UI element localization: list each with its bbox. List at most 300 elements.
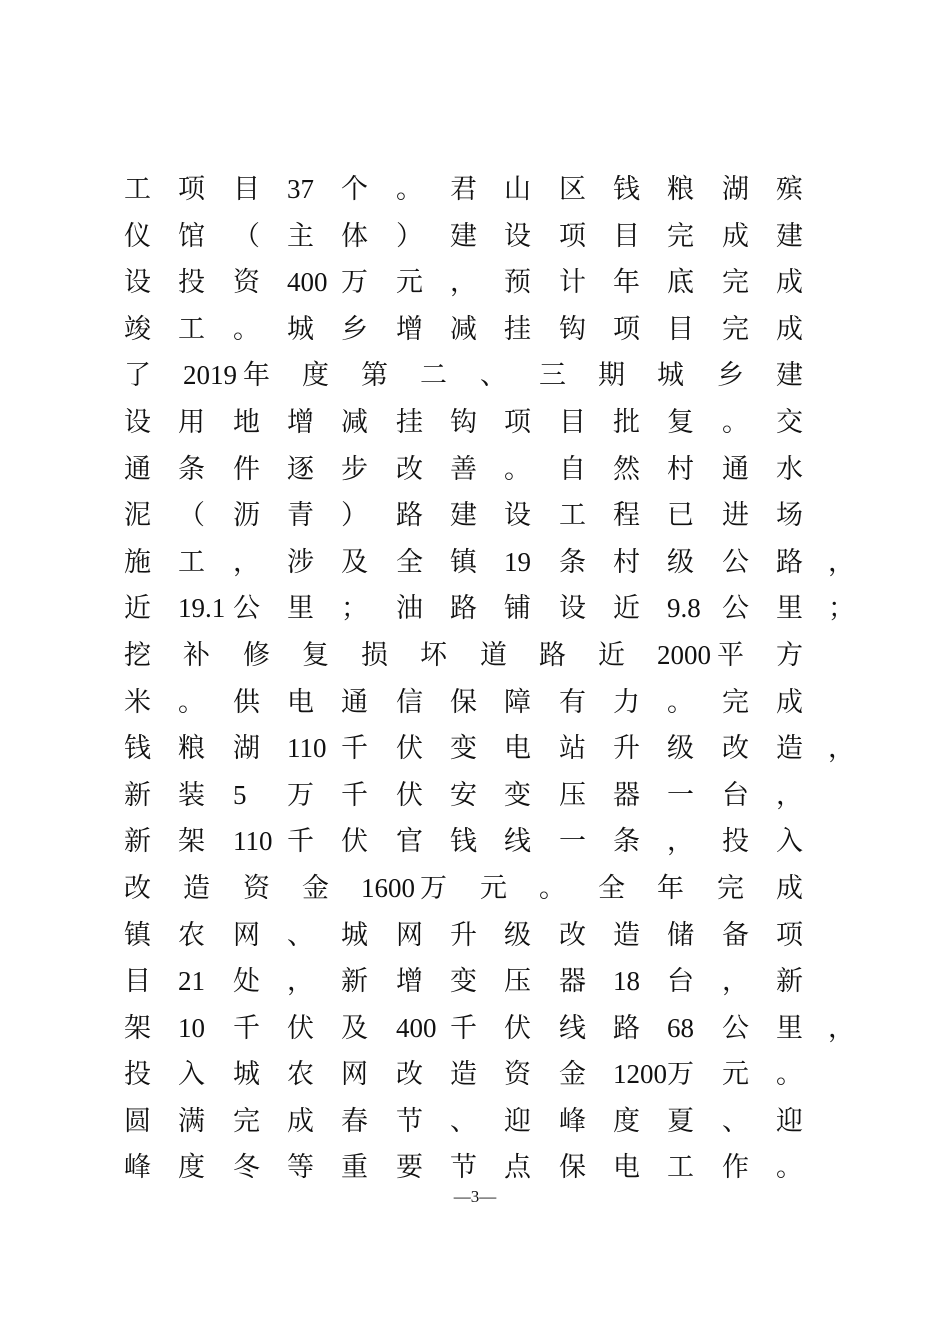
text-token: 新: [776, 966, 803, 997]
text-token: 城: [657, 360, 684, 391]
text-token: 里: [287, 593, 314, 624]
text-token: 网: [233, 919, 260, 950]
text-token: 乡: [717, 360, 744, 391]
text-token: 通: [722, 453, 749, 484]
text-token: 项: [776, 919, 803, 950]
text-token: 设: [124, 267, 151, 298]
text-token: 善: [450, 453, 477, 484]
text-token: 目: [233, 174, 260, 204]
text-token: 万: [667, 1059, 694, 1090]
text-line: [124, 865, 844, 912]
text-token: 了: [124, 360, 151, 391]
text-token: ，: [450, 267, 477, 298]
text-token: 度: [302, 360, 329, 391]
text-token: 春: [341, 1105, 368, 1136]
text-token: 重: [341, 1152, 368, 1183]
text-token: 公: [722, 1012, 749, 1043]
text-token: 通: [341, 686, 368, 717]
text-token: 节: [396, 1105, 423, 1136]
text-token: 新: [124, 826, 151, 857]
text-token: 设: [504, 500, 531, 531]
text-token: 19: [504, 546, 531, 577]
text-token: 台: [722, 779, 749, 810]
text-token: 补: [183, 639, 210, 670]
text-token: ，: [776, 779, 803, 810]
text-token: 改: [722, 733, 749, 764]
text-token: 工: [559, 500, 586, 531]
text-token: 第: [361, 360, 388, 391]
text-line: [124, 1051, 844, 1098]
text-line: [124, 492, 844, 539]
text-token: 挂: [504, 313, 531, 344]
text-line: [124, 679, 844, 726]
text-token: 全: [396, 546, 423, 577]
text-token: 底: [667, 267, 694, 298]
text-token: ）: [341, 500, 368, 531]
text-token: 18: [613, 966, 640, 997]
text-token: 网: [396, 919, 423, 950]
text-token: 道: [480, 639, 507, 670]
text-line: [124, 352, 844, 399]
text-token: （: [233, 220, 260, 251]
text-token: 升: [450, 919, 477, 950]
text-token: 项: [504, 406, 531, 437]
text-token: 工: [124, 174, 151, 204]
text-token: 变: [450, 733, 477, 764]
text-token: 成: [287, 1105, 314, 1136]
text-token: 路: [539, 639, 566, 670]
text-token: 保: [559, 1152, 586, 1183]
text-token: 青: [287, 500, 314, 531]
text-token: 伏: [396, 733, 423, 764]
text-token: 新: [341, 966, 368, 997]
text-token: 千: [341, 779, 368, 810]
text-token: 项: [613, 313, 640, 344]
text-token: 。: [776, 1059, 803, 1090]
text-token: 镇: [450, 546, 477, 577]
text-token: 千: [450, 1012, 477, 1043]
text-token: 条: [613, 826, 640, 857]
text-token: 山: [504, 174, 531, 204]
text-token: 一: [667, 779, 694, 810]
text-token: 供: [233, 686, 260, 717]
text-token: 油: [396, 593, 423, 624]
text-token: 投: [124, 1059, 151, 1090]
text-token: 储: [667, 919, 694, 950]
text-token: 近: [613, 593, 640, 624]
text-token: 站: [559, 733, 586, 764]
text-token: 增: [287, 406, 314, 437]
text-token: 设: [504, 220, 531, 251]
text-token: 。: [722, 406, 749, 437]
text-token: 。: [539, 872, 566, 903]
text-token: 殡: [776, 174, 803, 204]
text-token: 减: [341, 406, 368, 437]
text-line: [124, 585, 855, 632]
text-token: 地: [233, 406, 260, 437]
text-token: 通: [124, 453, 151, 484]
text-token: 施: [124, 546, 151, 577]
text-token: 涉: [287, 546, 314, 577]
text-token: 里: [776, 593, 803, 624]
text-token: 千: [287, 826, 314, 857]
text-token: 已: [667, 500, 694, 531]
text-token: 完: [233, 1105, 260, 1136]
body-text: [124, 166, 855, 1191]
text-token: 架: [124, 1012, 151, 1043]
text-token: 伏: [504, 1012, 531, 1043]
text-token: 水: [776, 453, 803, 484]
text-token: 变: [450, 966, 477, 997]
text-token: 线: [559, 1012, 586, 1043]
text-token: 台: [667, 966, 694, 997]
text-token: 挖: [124, 639, 151, 670]
text-line: [124, 725, 855, 772]
text-token: 条: [178, 453, 205, 484]
text-token: 安: [450, 779, 477, 810]
text-token: 万: [420, 872, 447, 903]
text-token: 完: [722, 313, 749, 344]
text-token: 损: [361, 639, 388, 670]
text-token: ，: [828, 1012, 855, 1043]
text-token: 资: [504, 1059, 531, 1090]
text-token: 减: [450, 313, 477, 344]
text-token: 建: [776, 360, 803, 391]
text-token: 自: [559, 453, 586, 484]
text-token: 1600: [361, 872, 415, 903]
text-token: 然: [613, 453, 640, 484]
text-token: 路: [396, 500, 423, 531]
text-token: 建: [450, 220, 477, 251]
text-token: 公: [722, 593, 749, 624]
text-token: 信: [396, 686, 423, 717]
text-token: 入: [178, 1059, 205, 1090]
text-token: 馆: [178, 220, 205, 251]
text-token: 方: [776, 639, 803, 670]
text-token: 1200: [613, 1059, 667, 1090]
text-token: 进: [722, 500, 749, 531]
text-token: 迎: [504, 1105, 531, 1136]
text-line: [124, 1005, 855, 1052]
text-token: 5: [233, 779, 247, 810]
text-line: [124, 1098, 844, 1145]
text-token: 米: [124, 686, 151, 717]
text-token: 项: [559, 220, 586, 251]
text-token: 改: [124, 872, 151, 903]
text-token: 器: [613, 779, 640, 810]
text-token: 满: [178, 1105, 205, 1136]
text-token: 入: [776, 826, 803, 857]
text-token: 障: [504, 686, 531, 717]
text-token: 。: [396, 174, 423, 204]
text-token: ；: [828, 593, 855, 624]
text-token: 线: [504, 826, 531, 857]
text-token: 场: [776, 500, 803, 531]
text-token: 村: [667, 453, 694, 484]
text-token: 68: [667, 1012, 694, 1043]
text-token: 电: [613, 1152, 640, 1183]
text-token: 改: [559, 919, 586, 950]
text-token: 路: [776, 546, 803, 577]
text-token: 预: [504, 267, 531, 298]
text-token: 里: [776, 1012, 803, 1043]
text-token: 变: [504, 779, 531, 810]
text-token: 完: [667, 220, 694, 251]
text-token: 挂: [396, 406, 423, 437]
text-token: 400: [287, 267, 328, 298]
text-token: 复: [667, 406, 694, 437]
text-token: 万: [341, 267, 368, 298]
text-token: 架: [178, 826, 205, 857]
text-token: 作: [722, 1152, 749, 1183]
text-token: 21: [178, 966, 205, 997]
text-token: 资: [233, 267, 260, 298]
text-token: 有: [559, 686, 586, 717]
text-token: ，: [828, 546, 855, 577]
text-token: 压: [559, 779, 586, 810]
text-token: 仪: [124, 220, 151, 251]
text-token: 点: [504, 1152, 531, 1183]
text-line: [124, 166, 844, 213]
text-token: 工: [178, 546, 205, 577]
text-token: 级: [667, 733, 694, 764]
text-token: 成: [776, 313, 803, 344]
text-token: 备: [722, 919, 749, 950]
text-token: 造: [450, 1059, 477, 1090]
text-token: 钩: [450, 406, 477, 437]
text-token: 条: [559, 546, 586, 577]
text-token: 投: [722, 826, 749, 857]
text-token: ）: [396, 220, 423, 251]
text-token: 平: [717, 639, 744, 670]
text-token: 等: [287, 1152, 314, 1183]
text-token: 峰: [559, 1105, 586, 1136]
text-token: 造: [613, 919, 640, 950]
text-token: 步: [341, 453, 368, 484]
text-line: [124, 958, 844, 1005]
text-token: 力: [613, 686, 640, 717]
text-token: 、: [722, 1105, 749, 1136]
text-token: 投: [178, 267, 205, 298]
text-token: 君: [450, 174, 477, 204]
text-token: 农: [287, 1059, 314, 1090]
text-token: 农: [178, 919, 205, 950]
text-token: 及: [341, 546, 368, 577]
text-token: 城: [287, 313, 314, 344]
text-token: 个: [341, 174, 368, 204]
text-token: 程: [613, 500, 640, 531]
text-token: 项: [178, 174, 205, 204]
text-token: 主: [287, 220, 314, 251]
text-token: 成: [776, 267, 803, 298]
text-token: 公: [722, 546, 749, 577]
text-token: 粮: [178, 733, 205, 764]
text-token: 交: [776, 406, 803, 437]
text-token: ，: [287, 966, 314, 997]
text-token: 年: [657, 872, 684, 903]
text-token: 。: [776, 1152, 803, 1183]
text-token: 、: [450, 1105, 477, 1136]
text-token: 伏: [396, 779, 423, 810]
text-token: 三: [539, 360, 566, 391]
text-token: 湖: [233, 733, 260, 764]
text-token: 电: [287, 686, 314, 717]
text-token: 年: [613, 267, 640, 298]
text-token: 级: [504, 919, 531, 950]
text-line: [124, 213, 844, 260]
text-token: 金: [302, 872, 329, 903]
text-token: ，: [667, 826, 694, 857]
text-token: 峰: [124, 1152, 151, 1183]
text-token: 度: [178, 1152, 205, 1183]
text-token: 目: [559, 406, 586, 437]
text-token: 钱: [124, 733, 151, 764]
text-token: 压: [504, 966, 531, 997]
text-line: [124, 1144, 844, 1191]
text-token: 迎: [776, 1105, 803, 1136]
text-token: 增: [396, 966, 423, 997]
text-token: 改: [396, 453, 423, 484]
text-token: 400: [396, 1012, 437, 1043]
text-token: 及: [341, 1012, 368, 1043]
text-token: 设: [559, 593, 586, 624]
text-token: 完: [722, 686, 749, 717]
text-token: ，: [233, 546, 260, 577]
text-token: 2019: [183, 360, 237, 391]
text-token: ；: [341, 593, 368, 624]
text-token: 电: [504, 733, 531, 764]
text-token: 镇: [124, 919, 151, 950]
text-token: 金: [559, 1059, 586, 1090]
text-token: 官: [396, 826, 423, 857]
text-line: [124, 539, 855, 586]
text-token: 目: [124, 966, 151, 997]
text-token: （: [178, 500, 205, 531]
text-token: 造: [183, 872, 210, 903]
text-token: 千: [341, 733, 368, 764]
text-token: 目: [667, 313, 694, 344]
text-token: 批: [613, 406, 640, 437]
page-number: —3—: [453, 1187, 497, 1206]
text-token: 工: [667, 1152, 694, 1183]
text-token: 钩: [559, 313, 586, 344]
text-token: 全: [598, 872, 625, 903]
text-token: 计: [559, 267, 586, 298]
text-token: 路: [450, 593, 477, 624]
text-token: 坏: [420, 639, 447, 670]
text-line: [124, 399, 844, 446]
text-token: 逐: [287, 453, 314, 484]
text-token: 乡: [341, 313, 368, 344]
text-token: ，: [722, 966, 749, 997]
text-token: 千: [233, 1012, 260, 1043]
text-token: 度: [613, 1105, 640, 1136]
text-token: 器: [559, 966, 586, 997]
text-token: 改: [396, 1059, 423, 1090]
text-line: [124, 446, 844, 493]
text-token: 设: [124, 406, 151, 437]
text-token: 近: [124, 593, 151, 624]
text-token: 近: [598, 639, 625, 670]
text-line: [124, 912, 844, 959]
text-token: 110: [287, 733, 327, 764]
text-token: 37: [287, 174, 314, 204]
text-token: 期: [598, 360, 625, 391]
text-token: 复: [302, 639, 329, 670]
text-token: 造: [776, 733, 803, 764]
text-token: 公: [233, 593, 260, 624]
text-token: 湖: [722, 174, 749, 204]
text-token: 。: [504, 453, 531, 484]
text-token: 、: [287, 919, 314, 950]
text-token: 处: [233, 966, 260, 997]
text-token: 年: [243, 360, 270, 391]
text-line: [124, 306, 844, 353]
text-token: 圆: [124, 1105, 151, 1136]
text-token: 工: [178, 313, 205, 344]
text-token: 9.8: [667, 593, 701, 624]
text-token: 村: [613, 546, 640, 577]
text-token: 成: [776, 686, 803, 717]
text-token: 夏: [667, 1105, 694, 1136]
text-token: 110: [233, 826, 273, 857]
text-token: 装: [178, 779, 205, 810]
text-token: 城: [233, 1059, 260, 1090]
text-token: 10: [178, 1012, 205, 1043]
text-token: 2000: [657, 639, 711, 670]
text-token: 建: [776, 220, 803, 251]
text-token: 级: [667, 546, 694, 577]
text-token: 新: [124, 779, 151, 810]
text-line: [124, 632, 844, 679]
text-token: 成: [722, 220, 749, 251]
text-token: 要: [396, 1152, 423, 1183]
text-token: 元: [722, 1059, 749, 1090]
text-token: 城: [341, 919, 368, 950]
text-token: 完: [717, 872, 744, 903]
text-token: 修: [243, 639, 270, 670]
text-token: 。: [667, 686, 694, 717]
text-token: 伏: [341, 826, 368, 857]
text-token: 元: [396, 267, 423, 298]
text-token: 沥: [233, 500, 260, 531]
text-token: 泥: [124, 500, 151, 531]
text-token: 铺: [504, 593, 531, 624]
text-token: 资: [243, 872, 270, 903]
text-token: 体: [341, 220, 368, 251]
text-token: 路: [613, 1012, 640, 1043]
text-token: 升: [613, 733, 640, 764]
text-token: 一: [559, 826, 586, 857]
text-token: 伏: [287, 1012, 314, 1043]
text-line: [124, 259, 844, 306]
text-token: 元: [480, 872, 507, 903]
text-token: 增: [396, 313, 423, 344]
text-token: 建: [450, 500, 477, 531]
text-token: 。: [233, 313, 260, 344]
text-token: 节: [450, 1152, 477, 1183]
text-token: ，: [828, 733, 855, 764]
text-token: 用: [178, 406, 205, 437]
text-token: 二: [420, 360, 447, 391]
text-token: 网: [341, 1059, 368, 1090]
text-token: 粮: [667, 174, 694, 204]
text-token: 、: [480, 360, 507, 391]
text-token: 。: [178, 686, 205, 717]
text-token: 保: [450, 686, 477, 717]
text-line: [124, 818, 844, 865]
text-token: 钱: [613, 174, 640, 204]
